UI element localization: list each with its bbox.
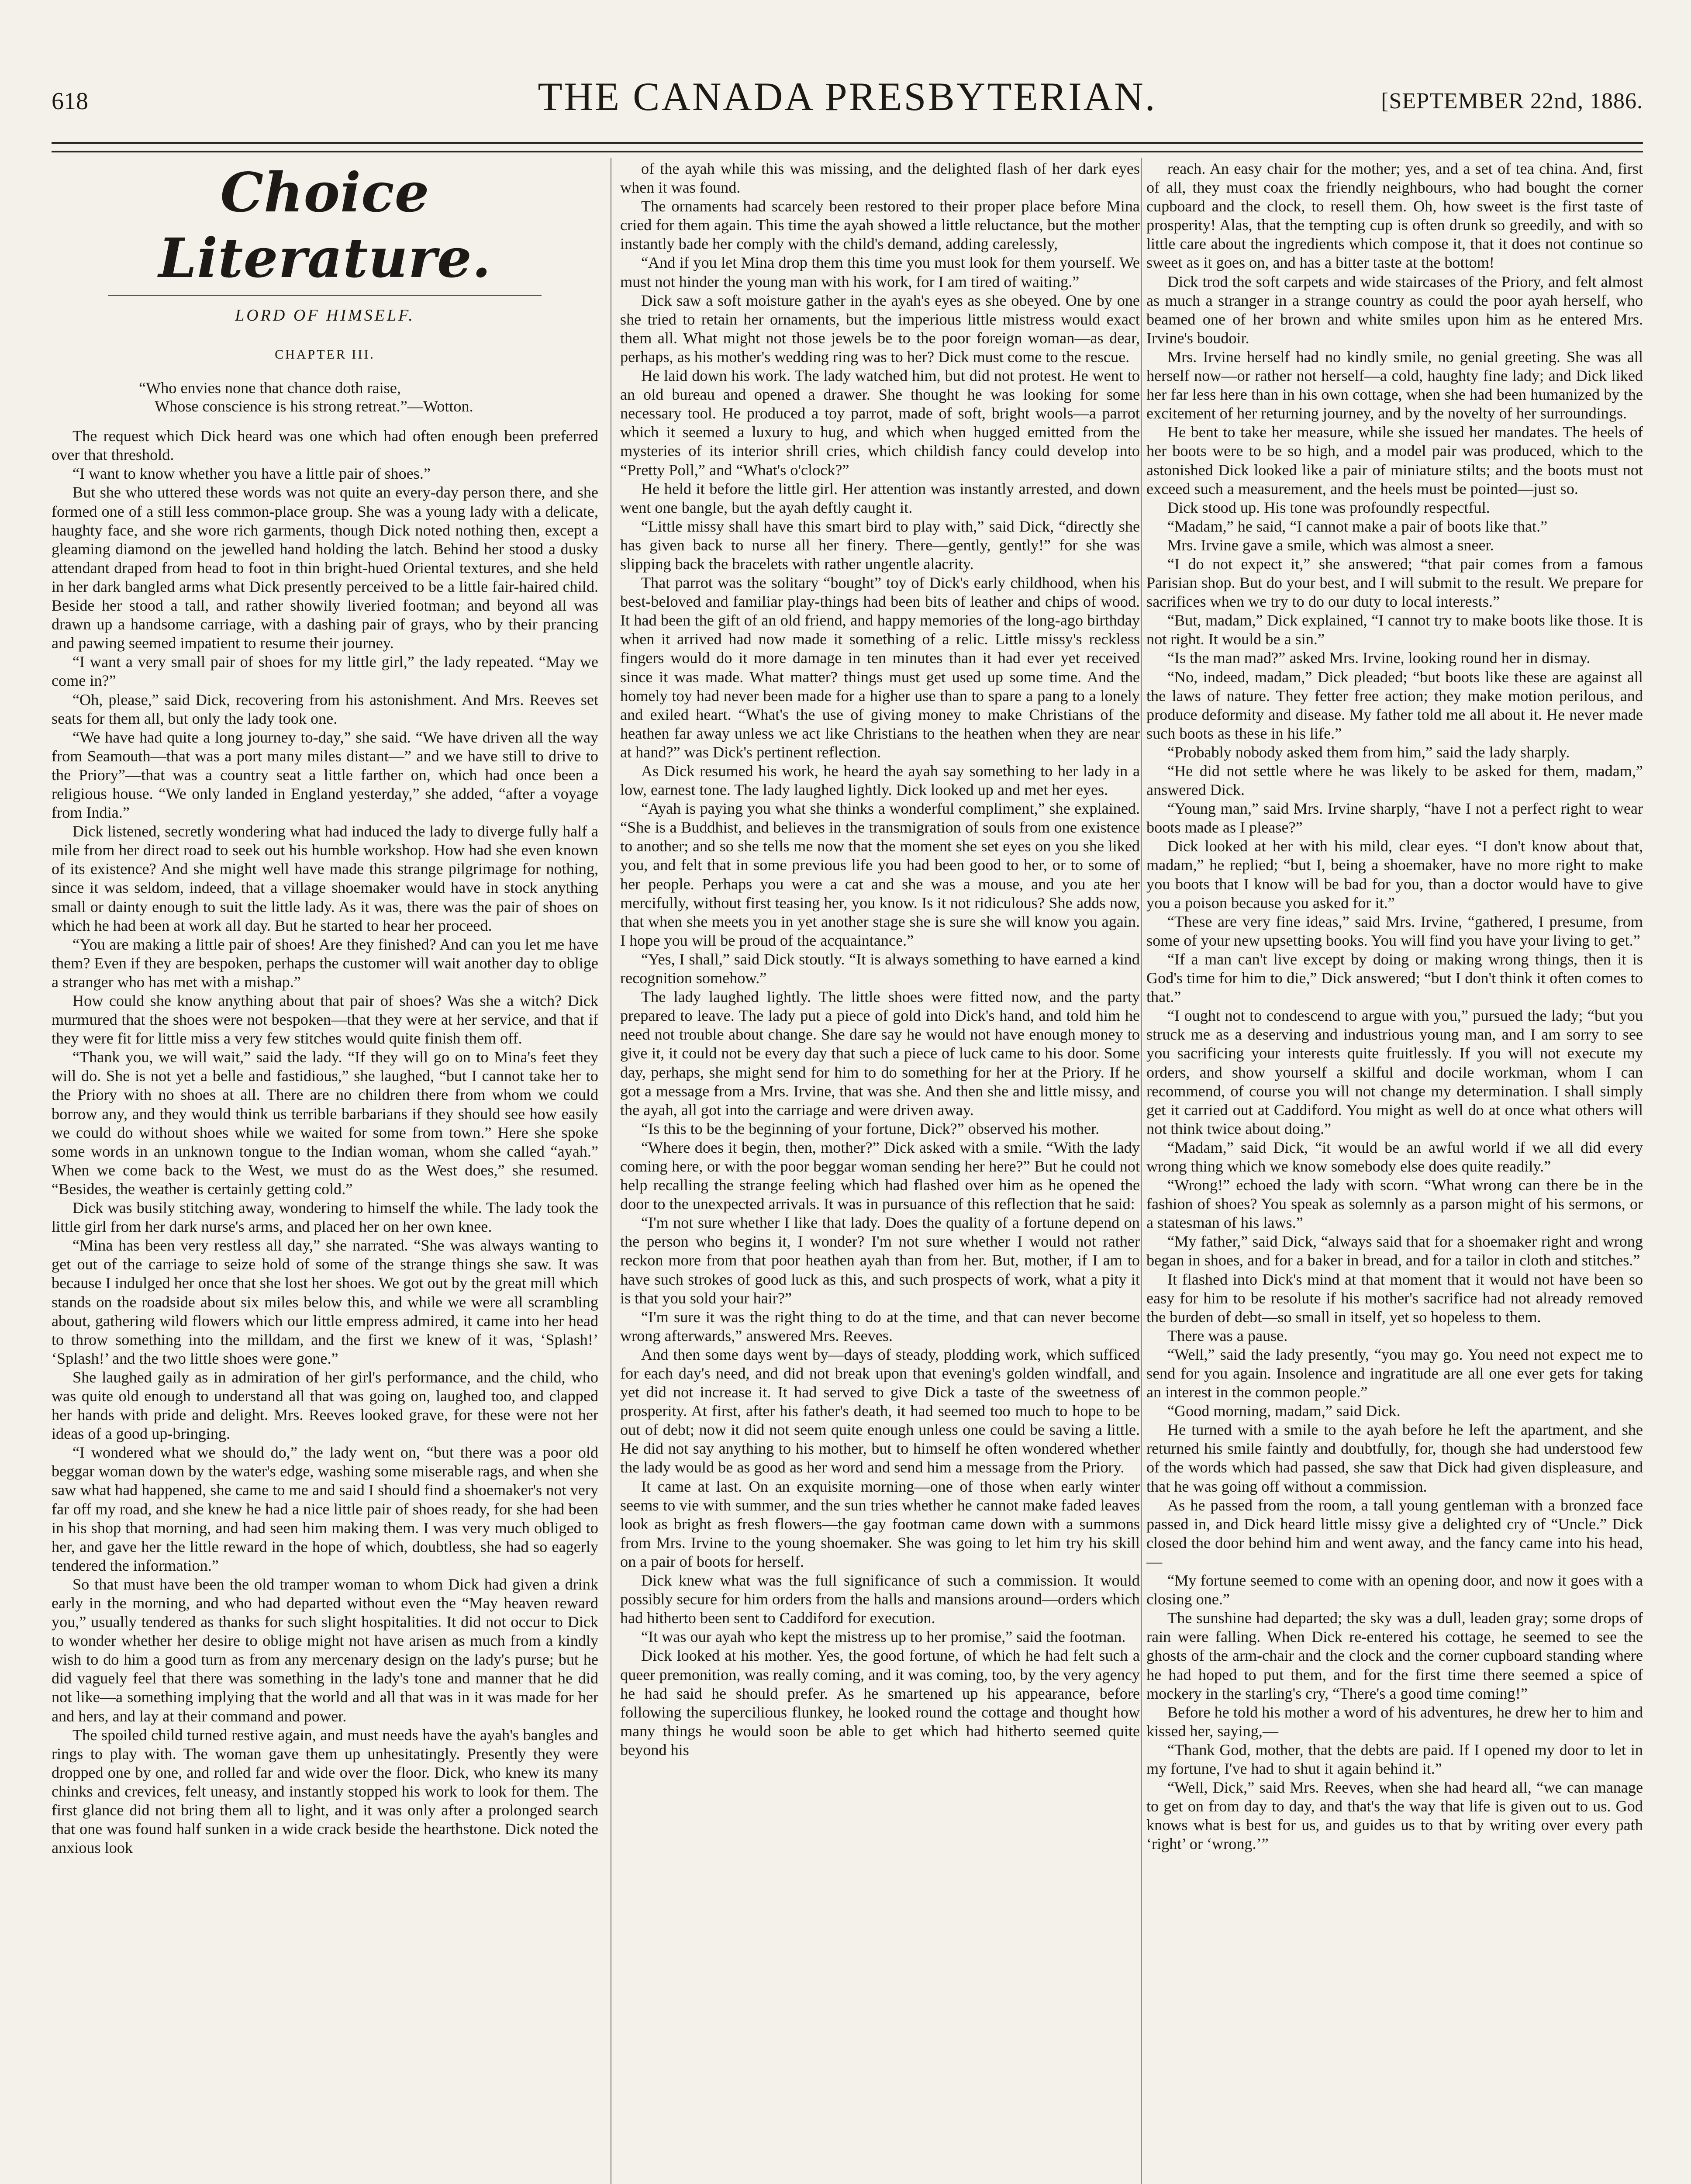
paragraph: How could she know anything about that pair of shoes? Was she a witch? Dick murmured that the shoes were not bespoken—that they were at her service, and that if they were fit for little miss a very few stitches would quite finish them off. (52, 992, 598, 1047)
paragraph: “Madam,” he said, “I cannot make a pair of boots like that.” (1167, 517, 1548, 535)
paragraph: “If a man can't live except by doing or making wrong things, then it is God's time for him to die,” Dick answered; “but I don't think it often comes to that.” (1146, 950, 1643, 1006)
paragraph: “You are making a little pair of shoes! Are they finished? And can you let me have them? Even if they are bespoken, perhaps the customer will wait another day to oblige a stranger who has met with a mishap.” (52, 935, 598, 991)
paragraph: “And if you let Mina drop them this time you must look for them yourself. We must not hinder the young man with his work, for I am tired of waiting.” (620, 254, 1140, 290)
paragraph: “I'm not sure whether I like that lady. Does the quality of a fortune depend on the person who begins it, I wonder? I'm not sure whether I would not rather reckon more from that poor heathen ayah than from her. But, mother, if I am to have such strokes of good luck as this, and such prospects of work, what a pity it is that you sold your hair?” (620, 1214, 1140, 1307)
paragraph: “These are very fine ideas,” said Mrs. Irvine, “gathered, I presume, from some of your new upsetting books. You will find you have your living to get.” (1146, 912, 1643, 949)
paragraph: It flashed into Dick's mind at that moment that it would not have been so easy for him to be resolute if his mother's sacrifice had not already removed the burden of debt—so small in itself, yet so hopeless to them. (1146, 1270, 1643, 1326)
paragraph: “Yes, I shall,” said Dick stoutly. “It is always something to have earned a kind recognition somehow.” (620, 950, 1140, 987)
paragraph: “My father,” said Dick, “always said that for a shoemaker right and wrong began in shoes, and for a baker in bread, and for a tailor in cloth and stitches.” (1146, 1233, 1643, 1269)
paragraph: “Good morning, madam,” said Dick. (1167, 1402, 1401, 1420)
paragraph: “But, madam,” Dick explained, “I cannot try to make boots like those. It is not right. It would be a sin.” (1146, 612, 1643, 648)
paragraph: “Young man,” said Mrs. Irvine sharply, “have I not a perfect right to wear boots made as I please?” (1146, 800, 1643, 836)
paragraph: The ornaments had scarcely been restored to their proper place before Mina cried for them again. This time the ayah showed a little reluctance, but the mother instantly bade her comply with the child's demand, adding carelessly, (620, 197, 1140, 253)
paragraph: The sunshine had departed; the sky was a dull, leaden gray; some drops of rain were falling. When Dick re-entered his cottage, he seemed to see the ghosts of the arm-chair and the clock and the corner cupboard standing where he had hoped to put them, and for the first time there seemed a spice of mockery in the starling's cry, “There's a good time coming!” (1146, 1609, 1643, 1702)
paragraph: The spoiled child turned restive again, and must needs have the ayah's bangles and rings to play with. The woman gave them up unhesitatingly. Presently they were dropped one by one, and rolled far and wide over the floor. Dick, who knew its many chinks and crevices, felt uneasy, and instantly stopped his work to look for them. The first glance did not bring them all to light, and it was only after a prolonged search that one was found half sunken in a wide crack beside the hearthstone. Dick noted the anxious look (52, 1726, 598, 1857)
paragraph: Dick trod the soft carpets and wide staircases of the Priory, and felt almost as much a stranger in a strange country as could the poor ayah herself, who beamed one of her brown and white smiles upon him as he entered Mrs. Irvine's boudoir. (1146, 273, 1643, 347)
paragraph: of the ayah while this was missing, and the delighted flash of her dark eyes when it was found. (620, 160, 1140, 197)
paragraph: So that must have been the old tramper woman to whom Dick had given a drink early in the morning, and who had departed without even the “May heaven reward you,” usually tendered as thanks for such slight hospitalities. It did not occur to Dick to wonder whether her desire to oblige might not have arisen as much from a kindly wish to do him a good turn as from any mercenary design on the lady's purse; but he did vaguely feel that there was something in the lady's tone and manner that he did not like—a something implying that the world and all that was in it was made for her and hers, and lay at their command and power. (52, 1575, 598, 1725)
paragraph: Dick listened, secretly wondering what had induced the lady to diverge fully half a mile from her direct road to seek out his humble workshop. How had she even known of its existence? And she might well have made this strange pilgrimage for nothing, since it was seldom, indeed, that a village shoemaker would have in stock anything small or dainty enough to suit the little lady. As it was, there was the pair of shoes on which he had been at work all day. But he started to hear her proceed. (52, 822, 598, 934)
paragraph: “He did not settle where he was likely to be asked for them, madam,” answered Dick. (1146, 762, 1643, 799)
paragraph: Dick looked at his mother. Yes, the good fortune, of which he had felt such a queer premonition, was really coming, and it was coming, too, by the very agency he had said he should prefer. As he smartened up his appearance, before following the supercilious flunkey, he looked round the cottage and thought how many things he would soon be able to get which had hitherto seemed quite beyond his (620, 1647, 1140, 1759)
paragraph: “No, indeed, madam,” Dick pleaded; “but boots like these are against all the laws of nature. They fetter free action; they make motion perilous, and produce deformity and disease. My father told me all about it. He never made such boots as these in his life.” (1146, 668, 1643, 742)
title-divider (108, 295, 542, 296)
paragraph: “I ought not to condescend to argue with you,” pursued the lady; “but you struck me as a deserving and industrious young man, and I am sorry to see you sacrificing your interests quite fruitlessly. If you will not execute my orders, and show yourself a skilful and docile workman, whom I can recommend, of course you will not change my determination. I shall simply get it carried out at Caddiford. You might as well do at once what others will not think twice about doing.” (1146, 1007, 1643, 1137)
masthead-rule-bottom (52, 151, 1643, 152)
paragraph: “Is this to be the beginning of your fortune, Dick?” observed his mother. (641, 1120, 1100, 1137)
paragraph: “Mina has been very restless all day,” she narrated. “She was always wanting to get out of the carriage to seize hold of some of the strange things she saw. It was because I indulged her once that she lost her shoes. We got out by the great mill which stands on the roadside about six miles below this, and while we were all scrambling about, gathering wild flowers which our little empress admired, it came into her head to throw something into the milldam, and the first we knew of it was, ‘Splash!’ ‘Splash!’ and the two little shoes were gone.” (52, 1237, 598, 1367)
masthead (52, 70, 1643, 144)
text-column-2 (620, 159, 1140, 2184)
paragraph: “Madam,” said Dick, “it would be an awful world if we all did every wrong thing which we know somebody else does quite readily.” (1146, 1138, 1643, 1175)
section-title: Choice Literature. (159, 161, 491, 290)
paragraph: “Well, Dick,” said Mrs. Reeves, when she had heard all, “we can manage to get on from day to day, and that's the way that life is given out to us. God knows what is best for us, and guides us to that by writing over every path ‘right’ or ‘wrong.’” (1146, 1779, 1643, 1853)
paragraph: The request which Dick heard was one which had often enough been preferred over that threshold. (52, 427, 598, 464)
paragraph: Mrs. Irvine herself had no kindly smile, no genial greeting. She was all herself now—or rather not herself—a cold, haughty fine lady; and Dick liked her far less here than in his own cottage, when she had been humanized by the excitement of her returning journey, and by the novelty of her surroundings. (1146, 348, 1643, 422)
paragraph: As he passed from the room, a tall young gentleman with a bronzed face passed in, and Dick heard little missy give a delighted cry of “Uncle.” Dick closed the door behind him and went away, and the fancy came into his head,— (1146, 1496, 1643, 1570)
paragraph: As Dick resumed his work, he heard the ayah say something to her lady in a low, earnest tone. The lady laughed lightly. Dick looked up and met her eyes. (620, 762, 1140, 799)
paragraph: “We have had quite a long journey to-day,” she said. “We have driven all the way from Seamouth—that was a port many miles distant—” and we have still to drive to the Priory”—that was a country seat a little farther on, which had once been a religious house. “We only landed in England yesterday,” she added, “after a voyage from India.” (52, 728, 598, 822)
paragraph: Dick knew what was the full significance of such a commission. It would possibly secure for him orders from the halls and mansions around—orders which had hitherto been sent to Caddiford for execution. (620, 1572, 1140, 1627)
paragraph: “Is the man mad?” asked Mrs. Irvine, looking round her in dismay. (1167, 649, 1591, 667)
paragraph: “I'm sure it was the right thing to do at the time, and that can never become wrong afterwards,” answered Mrs. Reeves. (620, 1308, 1140, 1344)
paragraph: “Oh, please,” said Dick, recovering from his astonishment. And Mrs. Reeves set seats for them all, but only the lady took one. (52, 691, 598, 727)
paragraph: There was a pause. (1167, 1327, 1288, 1344)
text-column-1 (52, 159, 598, 2184)
masthead-rule-top (52, 142, 1643, 144)
paragraph: Mrs. Irvine gave a smile, which was almost a sneer. (1167, 536, 1494, 554)
paragraph: “I want a very small pair of shoes for my little girl,” the lady repeated. “May we come in?” (52, 653, 598, 690)
paragraph: That parrot was the solitary “bought” toy of Dick's early childhood, when his best-beloved and familiar play-things had been bits of leather and chips of wood. It had been the gift of an old friend, and happy memories of the long-ago birthday when it arrived had now made it something of a relic. Little missy's reckless fingers would do it more damage in ten minutes than it had ever yet received since it was made. What matter? things must get used up some time. And the homely toy had never been made for a higher use than to spare a pang to a lonely and exiled heart. “What's the use of giving money to make Christians of the heathen far away unless we act like Christians to the heathen when they are near at hand?” was Dick's pertinent reflection. (620, 574, 1140, 761)
issue-date: [SEPTEMBER 22nd, 1886. (1381, 89, 1643, 114)
paragraph: “It was our ayah who kept the mistress up to her promise,” said the footman. (641, 1628, 1126, 1646)
paragraph: “My fortune seemed to come with an opening door, and now it goes with a closing one.” (1146, 1572, 1643, 1608)
chapter-heading: CHAPTER III. (275, 347, 375, 362)
story-title: LORD OF HIMSELF. (235, 306, 415, 325)
paragraph: Dick was busily stitching away, wondering to himself the while. The lady took the little girl from her dark nurse's arms, and placed her on her own knee. (52, 1199, 598, 1236)
paragraph: Dick stood up. His tone was profoundly respectful. (1167, 498, 1490, 516)
epigraph-line: “Who envies none that chance doth raise, (139, 379, 401, 397)
paragraph: He laid down his work. The lady watched him, but did not protest. He went to an old bureau and opened a drawer. She thought he was looking for some necessary tool. He produced a toy parrot, made of soft, bright wools—a parrot which it seemed a luxury to hug, and which when hugged emitted from the mysteries of its interior shrill cries, which childish fancy could develop into “Pretty Poll,” and “What's o'clock?” (620, 367, 1140, 479)
paragraph: But she who uttered these words was not quite an every-day person there, and she formed one of a still less common-place group. She was a young lady with a delicate, haughty face, and she wore rich garments, though Dick noted nothing then, except a gleaming diamond on the jewelled hand holding the latch. Behind her stood a dusky attendant draped from head to foot in thin bright-hued Oriental textures, and she held in her dark bangled arms what Dick presently perceived to be a little fair-haired child. Beside her stood a tall, and rather showily liveried footman; and beyond all was drawn up a handsome carriage, with a dashing pair of grays, who by their prancing and pawing seemed impatient to resume their journey. (52, 484, 598, 652)
paragraph: “Ayah is paying you what she thinks a wonderful compliment,” she explained. “She is a Buddhist, and believes in the transmigration of souls from one existence to another; and so she tells me now that the moment she set eyes on you she liked you, and felt that in some previous life you had been good to her, or to some of her people. Perhaps you were a cat and she was a mouse, and you ate her mercifully, without first teasing her, you know. Is it not ridiculous? She adds now, that when she meets you in yet another stage she is sure she will know you again. I hope you will be proud of the acquaintance.” (620, 800, 1140, 949)
paragraph: She laughed gaily as in admiration of her girl's performance, and the child, who was quite old enough to understand all that was going on, laughed too, and clapped her hands with pride and delight. Mrs. Reeves looked grave, for these were not her ideas of a good up-bringing. (52, 1368, 598, 1443)
paragraph: “Wrong!” echoed the lady with scorn. “What wrong can there be in the fashion of shoes? You speak as solemnly as a parson might of his sermons, or a statesman of his laws.” (1146, 1176, 1643, 1232)
column-divider (1141, 158, 1142, 2184)
paragraph: Dick saw a soft moisture gather in the ayah's eyes as she obeyed. One by one she tried to retain her ornaments, but the imperious little mistress would exact them all. What might not those jewels be to the poor foreign woman—as dear, perhaps, as his mother's wedding ring was to her? Dick must come to the rescue. (620, 291, 1140, 366)
paragraph: “Well,” said the lady presently, “you may go. You need not expect me to send for you again. Insolence and ingratitude are all one ever gets for taking an interest in the common people.” (1146, 1345, 1643, 1401)
paragraph: The lady laughed lightly. The little shoes were fitted now, and the party prepared to leave. The lady put a piece of gold into Dick's hand, and told him he need not trouble about change. She dare say he would not have enough money to give it, it could not be every day that such a piece of luck came to his door. Some day, perhaps, she might send for him to do something for her at the Priory. If he got a message from a Mrs. Irvine, that was she. And then she and little missy, and the ayah, all got into the carriage and were driven away. (620, 988, 1140, 1119)
publication-title: THE CANADA PRESBYTERIAN. (538, 74, 1157, 119)
paragraph: Dick looked at her with his mild, clear eyes. “I don't know about that, madam,” he replied; “but I, being a shoemaker, have no more right to make you boots that I know will be bad for you, than a doctor would have to give you a poison because you asked for it.” (1146, 837, 1643, 912)
paragraph: “Thank God, mother, that the debts are paid. If I opened my door to let in my fortune, I've had to shut it again behind it.” (1146, 1741, 1643, 1777)
epigraph-line: Whose conscience is his strong retreat.”—Wotton. (155, 397, 473, 415)
paragraph: reach. An easy chair for the mother; yes, and a set of tea china. And, first of all, they must coax the friendly neighbours, who had bought the corner cupboard and the clock, to resell them. Oh, how sweet is the first taste of prosperity! Alas, that the tempting cup is often drunk so greedily, and with so little care about the ingredients which compose it, that it does not continue so sweet as it goes on, and has a bitter taste at the bottom! (1146, 160, 1643, 272)
column-body (52, 427, 598, 1857)
text-column-3 (1146, 159, 1643, 2184)
paragraph: It came at last. On an exquisite morning—one of those when early winter seems to vie with summer, and the sun tries whether he cannot make faded leaves look as bright as fresh flowers—the gay footman came down with a summons from Mrs. Irvine to the young shoemaker. She was going to let him try his skill on a pair of boots for herself. (620, 1477, 1140, 1570)
paragraph: He turned with a smile to the ayah before he left the apartment, and she returned his smile faintly and doubtfully, for, though she had understood few of the words which had passed, she saw that Dick had given displeasure, and that he was going off without a commission. (1146, 1421, 1643, 1495)
column-body (620, 159, 1140, 1759)
paragraph: And then some days went by—days of steady, plodding work, which sufficed for each day's need, and did not break upon that evening's golden windfall, and yet did not increase it. It had served to give Dick a taste of the sweetness of prosperity. At first, after his father's death, it had seemed too much to hope to be out of debt; now it did not seem quite enough unless one could be saving a little. He did not say anything to his mother, but to himself he often wondered whether the lady would be as good as her word and send him a message from the Priory. (620, 1345, 1140, 1476)
paragraph: He held it before the little girl. Her attention was instantly arrested, and down went one bangle, but the ayah deftly caught it. (620, 480, 1140, 516)
paragraph: “I do not expect it,” she answered; “that pair comes from a famous Parisian shop. But do your best, and I will submit to the result. We prepare for sacrifices when we try to do our duty to local interests.” (1146, 555, 1643, 611)
paragraph: “I want to know whether you have a little pair of shoes.” (72, 465, 431, 483)
paragraph: “Probably nobody asked them from him,” said the lady sharply. (1167, 743, 1570, 761)
paragraph: Before he told his mother a word of his adventures, he drew her to him and kissed her, saying,— (1146, 1703, 1643, 1740)
paragraph: “I wondered what we should do,” the lady went on, “but there was a poor old beggar woman down by the water's edge, washing some miserable rags, and when she saw what had happened, she came to me and said I should find a shoemaker's not very far off my road, and she knew he had a nice little pair of shoes ready, for she had been in his shop that morning, and had seen him making them. I was very much obliged to her, and gave her the little reward in the hope of which, doubtless, she had so eagerly tendered the information.” (52, 1444, 598, 1574)
column-body (1146, 159, 1643, 1853)
paragraph: “Thank you, we will wait,” said the lady. “If they will go on to Mina's feet they will do. She is not yet a belle and fastidious,” she laughed, “but I cannot take her to the Priory with no shoes at all. There are no children there from whom we could borrow any, and they would think us terrible barbarians if they should see how easily we could do without shoes while we waited for some from town.” Here she spoke some words in an unknown tongue to the Indian woman, whom she called “ayah.” When we come back to the West, we must do as the West does,” she resumed. “Besides, the weather is certainly getting cold.” (52, 1048, 598, 1198)
paragraph: “Little missy shall have this smart bird to play with,” said Dick, “directly she has given back to nurse all her finery. There—gently, gently!” for she was slipping back the bracelets with rather ungentle alacrity. (620, 517, 1140, 573)
epigraph (139, 379, 563, 415)
page-number: 618 (52, 88, 88, 115)
paragraph: “Where does it begin, then, mother?” Dick asked with a smile. “With the lady coming here, or with the poor beggar woman sending her here?” But he could not help recalling the strange feeling which had flashed over him as he opened the door to the unexpected arrivals. It was in pursuance of this reflection that he said: (620, 1138, 1140, 1213)
paragraph: He bent to take her measure, while she issued her mandates. The heels of her boots were to be so high, and a model pair was produced, which to the astonished Dick looked like a pair of miniature stilts; and the boots must not exceed such a measurement, and the heels must be pointed—just so. (1146, 423, 1643, 498)
